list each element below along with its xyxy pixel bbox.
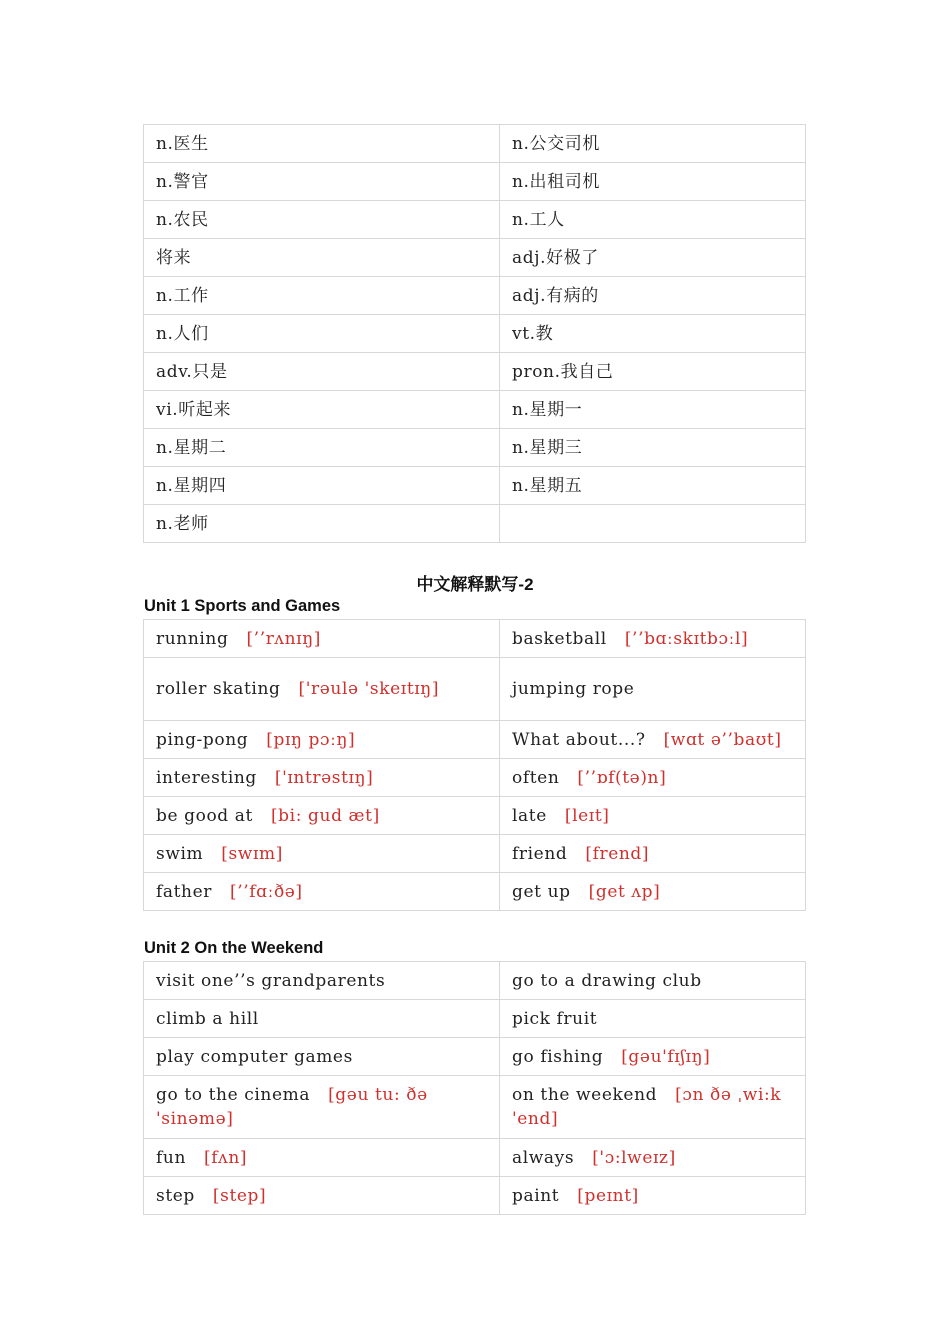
vocab-term: father: [156, 881, 212, 902]
table-cell: n.警官: [144, 163, 500, 201]
table-cell: n.星期一: [500, 391, 806, 429]
table-cell: [144, 962, 500, 1000]
table-row: [144, 962, 806, 1000]
table-cell: [500, 1076, 806, 1139]
vocab-term: ping-pong: [156, 729, 249, 750]
table-row: [144, 658, 806, 721]
table-cell: [144, 1177, 500, 1215]
table-row: [144, 1000, 806, 1038]
vocab-table-unit1: [143, 619, 806, 911]
table-row: [144, 873, 806, 911]
table-cell: [500, 1038, 806, 1076]
vocab-term: late: [512, 805, 547, 826]
vocab-term: visit one’’s grandparents: [156, 970, 386, 991]
vocab-pronunciation: [ɔn ðə ˌwi:k 'end]: [512, 1085, 782, 1129]
table-row: [144, 353, 806, 391]
table-row: [144, 315, 806, 353]
vocab-term: running: [156, 628, 229, 649]
table-cell: pron.我自己: [500, 353, 806, 391]
vocab-term: play computer games: [156, 1046, 353, 1067]
table-row: [144, 125, 806, 163]
table-cell: n.医生: [144, 125, 500, 163]
table-cell: [500, 759, 806, 797]
vocab-pronunciation: [’’rʌnɪŋ]: [246, 628, 321, 649]
table-cell: 将来: [144, 239, 500, 277]
table-cell: [144, 1076, 500, 1139]
table-cell: [500, 505, 806, 543]
vocab-term: jumping rope: [512, 679, 635, 699]
vocab-term: always: [512, 1147, 575, 1168]
table-cell: [500, 658, 806, 721]
vocab-term: go fishing: [512, 1046, 604, 1067]
table-row: [144, 391, 806, 429]
table-cell: [144, 1038, 500, 1076]
vocab-pronunciation: [leɪt]: [564, 805, 610, 826]
table-row: [144, 1139, 806, 1177]
vocab-term: pick fruit: [512, 1008, 598, 1029]
table-cell: [144, 1139, 500, 1177]
vocab-pronunciation: [step]: [212, 1185, 267, 1206]
table-cell: [500, 1000, 806, 1038]
table-row: [144, 429, 806, 467]
table-row: [144, 163, 806, 201]
table-cell: [500, 962, 806, 1000]
table-row: [144, 505, 806, 543]
table-cell: [500, 797, 806, 835]
table-cell: vi.听起来: [144, 391, 500, 429]
vocab-pronunciation: ['rəulə 'skeɪtɪŋ]: [298, 679, 440, 699]
vocab-pronunciation: [gəu'fɪʃɪŋ]: [621, 1046, 711, 1067]
unit1-title: Unit 1 Sports and Games: [144, 597, 341, 615]
table-cell: n.星期二: [144, 429, 500, 467]
table-row: [144, 721, 806, 759]
table-cell: n.星期三: [500, 429, 806, 467]
vocab-pronunciation: [pɪŋ pɔːŋ]: [266, 729, 356, 750]
vocab-term: be good at: [156, 805, 253, 826]
table-row: [144, 277, 806, 315]
table-cell: [500, 1139, 806, 1177]
vocab-term: What about...?: [512, 729, 646, 750]
table-row: [144, 620, 806, 658]
vocab-pronunciation: [wɑt ə’’baʊt]: [663, 729, 782, 750]
table-cell: [500, 835, 806, 873]
table-cell: [144, 797, 500, 835]
table-cell: n.工人: [500, 201, 806, 239]
vocab-term: on the weekend: [512, 1085, 658, 1105]
table-cell: n.星期四: [144, 467, 500, 505]
vocab-term: paint: [512, 1185, 560, 1206]
table-row: [144, 467, 806, 505]
table-cell: vt.教: [500, 315, 806, 353]
section-title: 中文解释默写-2: [416, 575, 534, 594]
vocab-pronunciation: [peɪnt]: [577, 1185, 639, 1206]
vocab-term: step: [156, 1185, 195, 1206]
table-cell: [144, 873, 500, 911]
vocab-table-chinese: [143, 124, 806, 543]
vocab-pronunciation: [get ʌp]: [588, 881, 661, 902]
vocab-pronunciation: [’’ɒf(tə)n]: [577, 767, 667, 788]
table-cell: [144, 759, 500, 797]
table-cell: n.出租司机: [500, 163, 806, 201]
table-row: [144, 1076, 806, 1139]
vocab-term: often: [512, 767, 560, 788]
vocab-pronunciation: ['ɔ:lweɪz]: [592, 1147, 676, 1168]
table-cell: [144, 721, 500, 759]
table-cell: n.人们: [144, 315, 500, 353]
vocab-pronunciation: [’’fɑːðə]: [230, 881, 303, 902]
unit2-title: Unit 2 On the Weekend: [144, 939, 324, 957]
vocab-table-unit2: [143, 961, 806, 1215]
vocab-term: get up: [512, 881, 571, 902]
vocab-term: fun: [156, 1147, 186, 1168]
table-cell: [500, 1177, 806, 1215]
table-cell: [500, 620, 806, 658]
table-row: [144, 759, 806, 797]
table-cell: [500, 873, 806, 911]
vocab-term: basketball: [512, 628, 607, 649]
vocab-term: interesting: [156, 767, 257, 788]
vocab-term: swim: [156, 843, 204, 864]
table-row: [144, 239, 806, 277]
table-cell: [144, 620, 500, 658]
vocab-term: roller skating: [156, 679, 281, 699]
vocab-term: climb a hill: [156, 1008, 259, 1029]
vocab-pronunciation: [swɪm]: [221, 843, 283, 864]
vocab-term: go to a drawing club: [512, 970, 702, 991]
table-cell: adj.有病的: [500, 277, 806, 315]
vocab-pronunciation: [bi: gud æt]: [270, 805, 380, 826]
table-row: [144, 201, 806, 239]
table-cell: adj.好极了: [500, 239, 806, 277]
table-cell: [144, 658, 500, 721]
table-cell: [500, 721, 806, 759]
vocab-pronunciation: ['ɪntrəstɪŋ]: [274, 767, 374, 788]
table-cell: adv.只是: [144, 353, 500, 391]
table-cell: [144, 1000, 500, 1038]
table-cell: [144, 835, 500, 873]
table-row: [144, 1177, 806, 1215]
table-row: [144, 1038, 806, 1076]
vocab-term: friend: [512, 843, 568, 864]
vocab-pronunciation: [’’bɑːskɪtbɔːl]: [624, 628, 749, 649]
table-cell: n.星期五: [500, 467, 806, 505]
table-cell: n.公交司机: [500, 125, 806, 163]
table-row: [144, 835, 806, 873]
table-cell: n.老师: [144, 505, 500, 543]
vocab-pronunciation: [gəu tu: ðə 'sinəmə]: [156, 1085, 428, 1129]
vocab-pronunciation: [fʌn]: [204, 1147, 248, 1168]
vocab-pronunciation: [frend]: [585, 843, 650, 864]
table-cell: n.工作: [144, 277, 500, 315]
vocab-term: go to the cinema: [156, 1085, 311, 1105]
table-row: [144, 797, 806, 835]
table-cell: n.农民: [144, 201, 500, 239]
